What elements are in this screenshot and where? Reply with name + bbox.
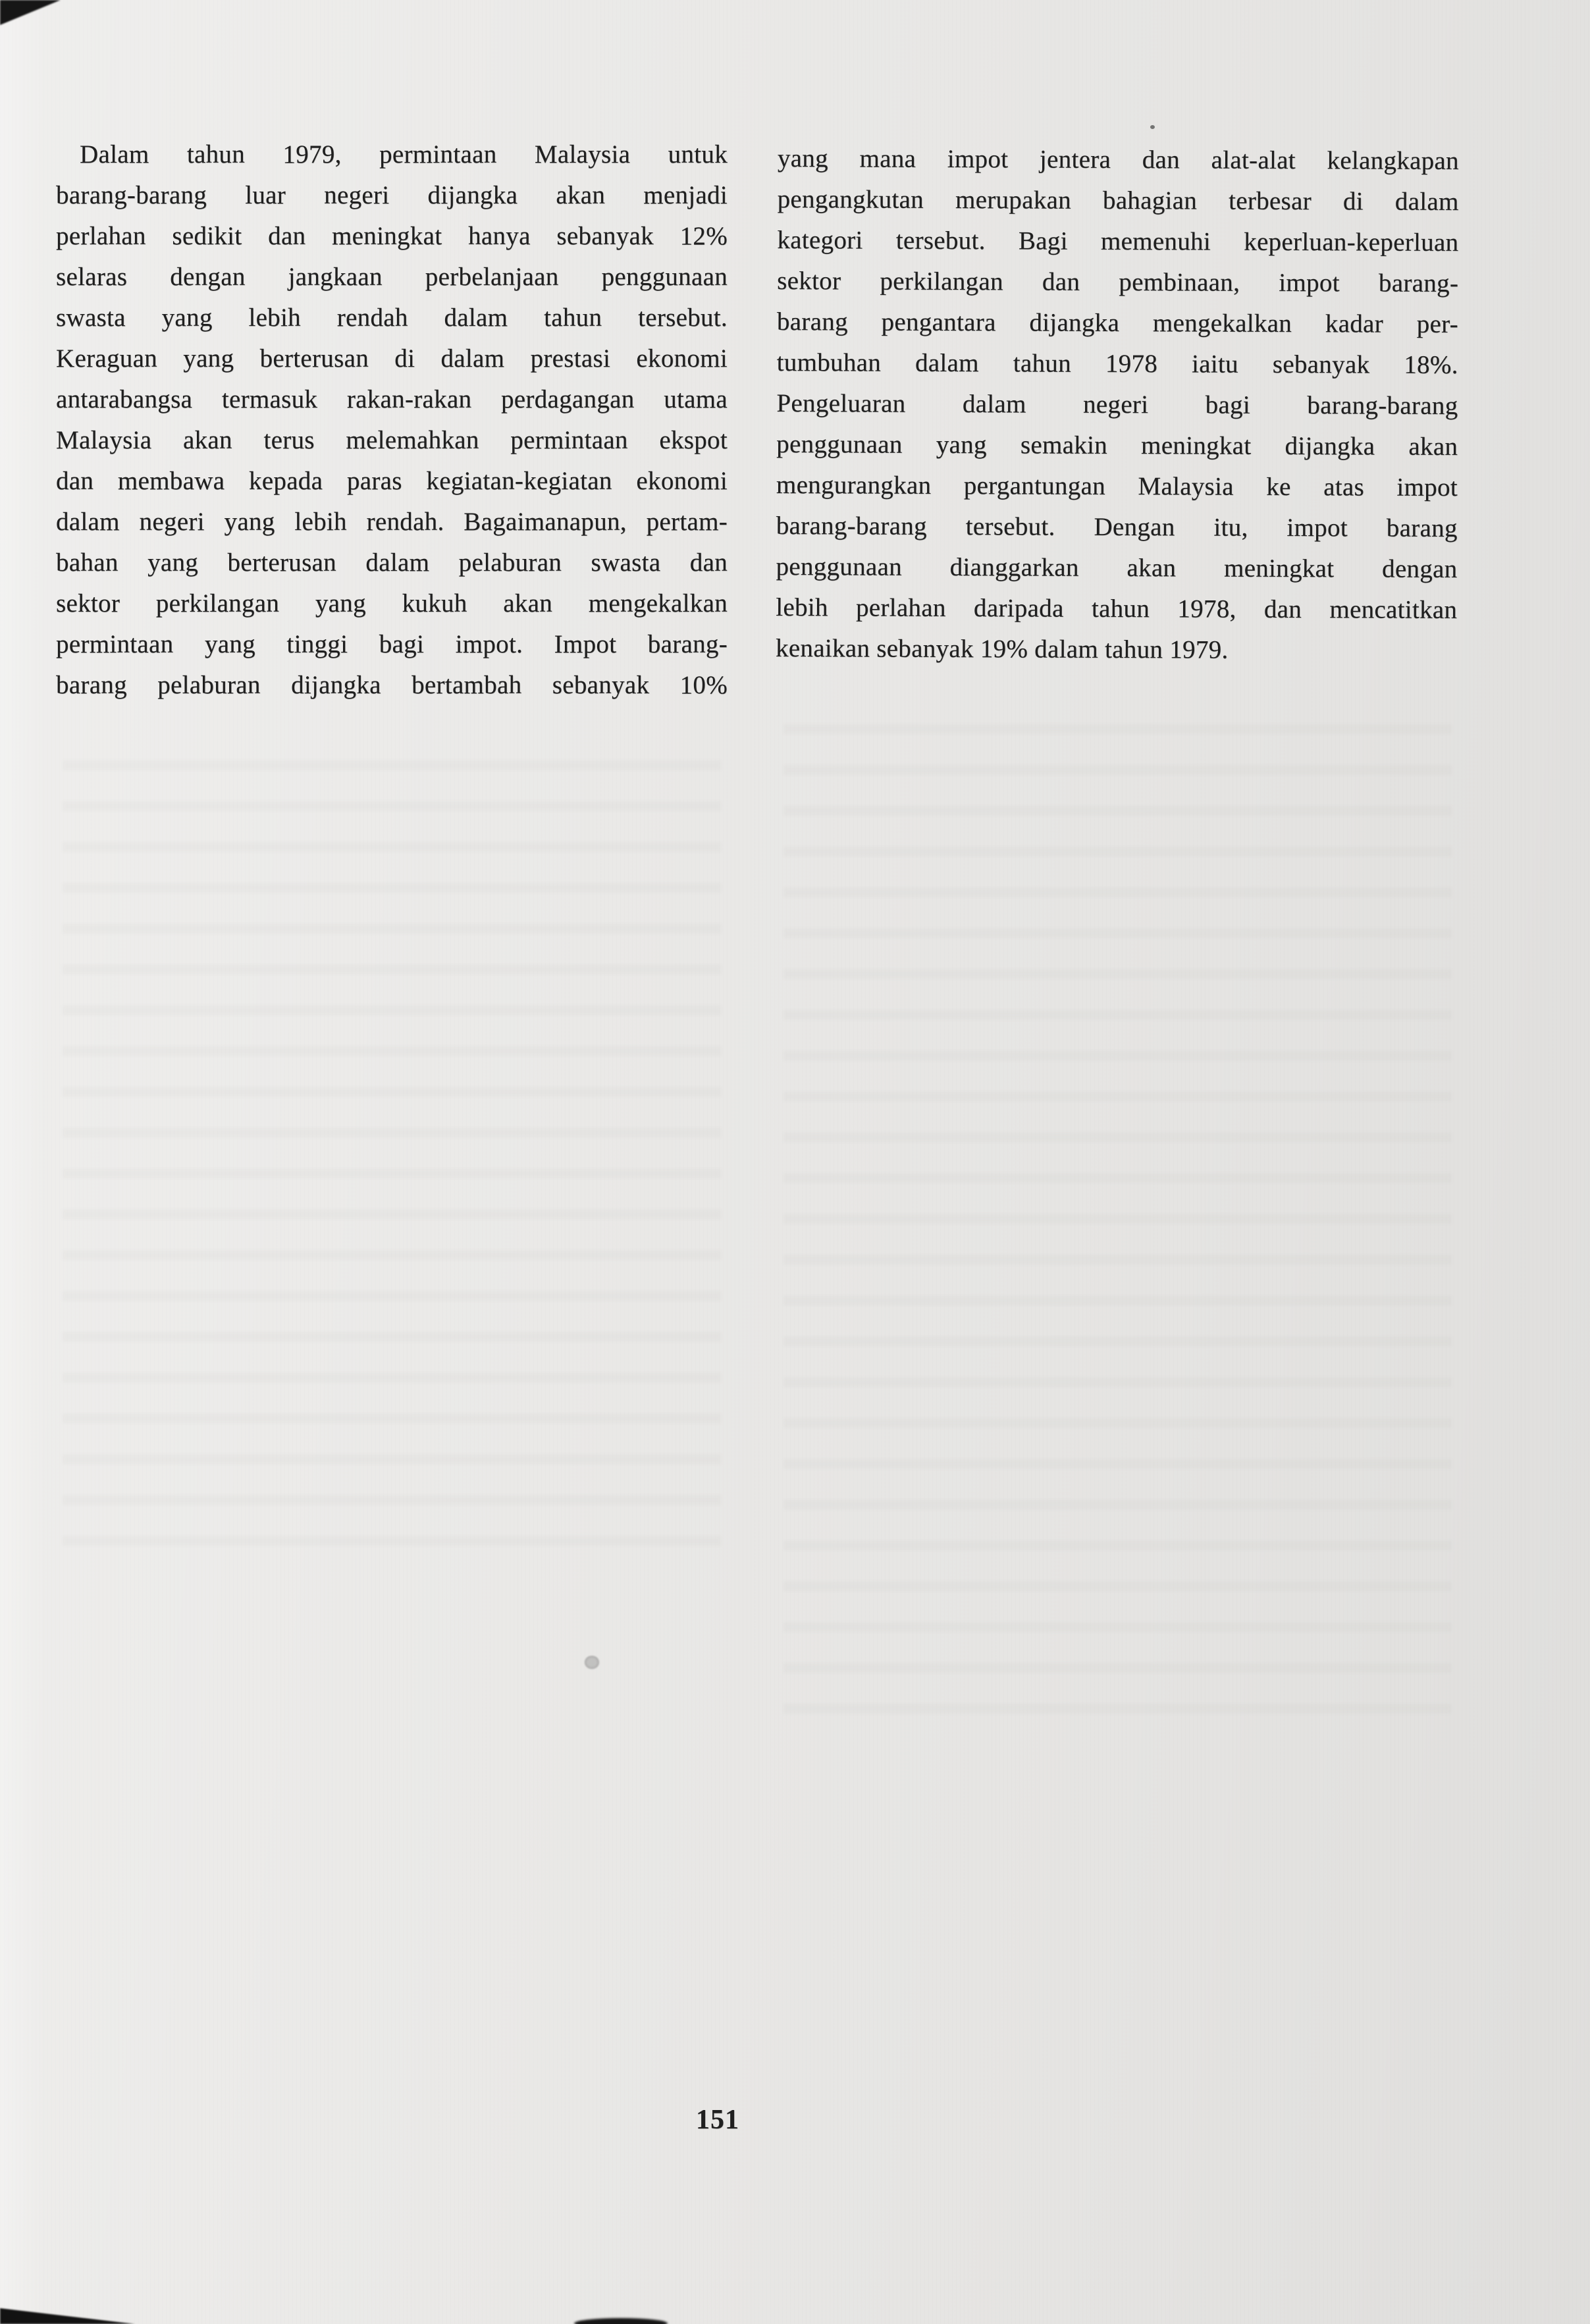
- scan-edge-smudge-bottom: [574, 2318, 668, 2324]
- text-line: dalam negeri yang lebih rendah. Bagaimanapun, pertam-: [56, 508, 728, 536]
- text-line: barang-barang luar negeri dijangka akan menjadi: [56, 181, 728, 209]
- page-edge-highlight: [0, 0, 46, 2324]
- text-line: barang pengantara dijangka mengekalkan kadar per-: [776, 307, 1459, 338]
- text-line: permintaan yang tinggi bagi impot. Impot barang-: [56, 630, 728, 658]
- showthrough-ghost-text-left: [63, 760, 721, 1560]
- text-line: penggunaan yang semakin meningkat dijangka akan: [776, 429, 1458, 461]
- page-number: 151: [696, 2105, 739, 2135]
- text-line: penggunaan dianggarkan akan meningkat dengan: [776, 552, 1458, 583]
- text-line: Keraguan yang berterusan di dalam prestasi ekonomi: [56, 344, 728, 373]
- text-line: Malaysia akan terus melemahkan permintaan ekspot: [56, 426, 728, 454]
- text-line: yang mana impot jentera dan alat-alat kelangkapan: [777, 144, 1459, 175]
- text-line: barang-barang tersebut. Dengan itu, impot barang: [776, 511, 1458, 542]
- text-line: kenaikan sebanyak 19% dalam tahun 1979.: [775, 633, 1229, 664]
- text-line: kategori tersebut. Bagi memenuhi keperluan-keperluan: [777, 225, 1459, 257]
- text-line: pengangkutan merupakan bahagian terbesar di dalam: [777, 184, 1459, 216]
- text-line: Dalam tahun 1979, permintaan Malaysia untuk: [80, 140, 728, 169]
- text-line: bahan yang berterusan dalam pelaburan swasta dan: [56, 548, 728, 577]
- text-line: selaras dengan jangkaan perbelanjaan penggunaan: [56, 263, 728, 291]
- text-line: lebih perlahan daripada tahun 1978, dan mencatitkan: [776, 593, 1458, 624]
- text-line: tumbuhan dalam tahun 1978 iaitu sebanyak 18%.: [776, 348, 1458, 379]
- scan-corner-artifact-bottom-left: [0, 2308, 135, 2324]
- ink-speck: [1150, 125, 1155, 129]
- scan-corner-artifact-top-left: [0, 0, 61, 25]
- paper-blemish-dot: [585, 1656, 599, 1669]
- text-line: sektor perkilangan dan pembinaan, impot barang-: [777, 266, 1459, 298]
- text-line: barang pelaburan dijangka bertambah sebanyak 10%: [56, 671, 728, 699]
- text-line: mengurangkan pergantungan Malaysia ke atas impot: [776, 470, 1458, 502]
- text-column-right: [776, 138, 1459, 672]
- text-line: perlahan sedikit dan meningkat hanya sebanyak 12%: [56, 222, 728, 250]
- text-line: Pengeluaran dalam negeri bagi barang-barang: [776, 388, 1458, 420]
- text-line: swasta yang lebih rendah dalam tahun tersebut.: [56, 304, 728, 332]
- text-column-left: [56, 134, 728, 706]
- showthrough-ghost-text-right: [783, 724, 1452, 1745]
- text-line: dan membawa kepada paras kegiatan-kegiatan ekonomi: [56, 467, 728, 495]
- text-line: antarabangsa termasuk rakan-rakan perdagangan utama: [56, 385, 728, 413]
- text-line: sektor perkilangan yang kukuh akan mengekalkan: [56, 589, 728, 618]
